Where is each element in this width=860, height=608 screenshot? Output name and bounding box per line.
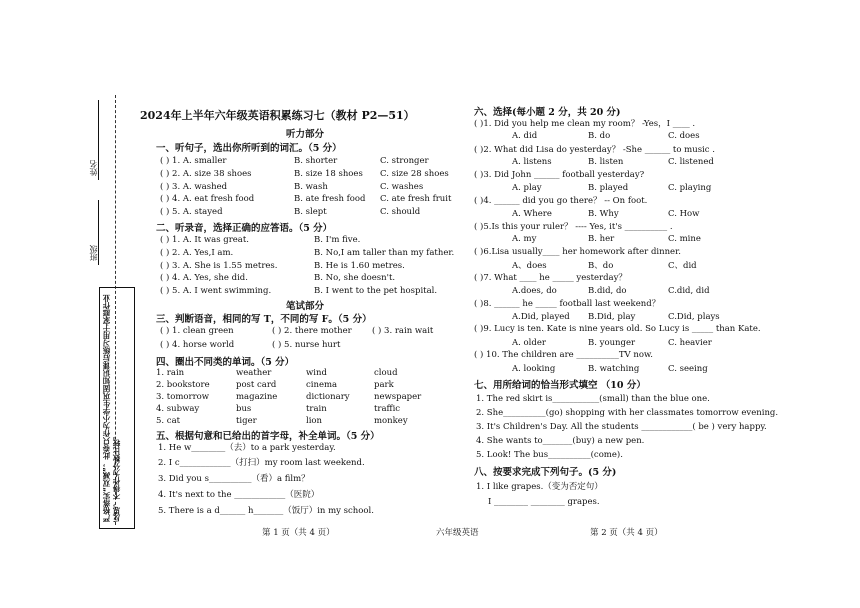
s6-q10-b: B. watching	[588, 364, 640, 374]
s8-q1: 1. I like grapes.（变为否定句）	[476, 482, 603, 492]
s7-q5: 5. Look! The bus__________(come).	[476, 450, 623, 460]
notice-box	[99, 287, 135, 529]
s1-q1-b: B. shorter	[294, 156, 338, 166]
s7-q4: 4. She wants to_______(buy) a new pen.	[476, 436, 645, 446]
s6-q1: ( )1. Did you help me clean my room？ -Yes，I ____ .	[474, 119, 696, 129]
section-3-title: 三、判断语音，相同的写 T，不同的写 F。（5 分）	[156, 314, 372, 325]
listening-header: 听力部分	[286, 129, 325, 140]
s6-q2: ( )2. What did Lisa do yesterday？ -She ______ to music .	[474, 145, 715, 155]
s1-q3: ( ) 3. A. washed	[160, 182, 228, 192]
s1-q3-b: B. wash	[294, 182, 328, 192]
s3-r1-c1: ( ) 1. clean green	[160, 326, 234, 336]
s1-q1-c: C. stronger	[380, 156, 429, 166]
s1-q5-c: C. should	[380, 207, 421, 217]
s5-q3: 3. Did you s__________（看）a film？	[158, 474, 310, 484]
section-4-title: 四、圈出不同类的单词。（5 分）	[156, 357, 295, 368]
left-page-footer: 第 1 页（共 4 页）	[262, 528, 335, 538]
s4-r2-c: cinema	[306, 380, 338, 390]
s2-q1: ( ) 1. A. It was great.	[160, 235, 249, 245]
s4-r2-d: park	[374, 380, 394, 390]
section-2-title: 二、听录音，选择正确的应答语。（5 分）	[156, 223, 333, 234]
s1-q5: ( ) 5. A. stayed	[160, 207, 223, 217]
s1-q5-b: B. slept	[294, 207, 327, 217]
name-underline	[98, 100, 99, 180]
s6-q8-b: B.Did, play	[588, 312, 636, 322]
s4-r4-a: 4. subway	[156, 404, 200, 414]
s6-q3-b: B. played	[588, 183, 629, 193]
class-label: 班级	[89, 245, 98, 261]
s4-r2-a: 2. bookstore	[156, 380, 210, 390]
s1-q2-b: B. size 18 shoes	[294, 169, 363, 179]
s4-r4-b: bus	[236, 404, 252, 414]
s6-q1-b: B. do	[588, 131, 611, 141]
s6-q2-c: C. listened	[668, 157, 714, 167]
s4-r4-d: traffic	[374, 404, 401, 414]
s1-q4: ( ) 4. A. eat fresh food	[160, 194, 255, 204]
s6-q4-a: A. Where	[512, 209, 552, 219]
s6-q6-c: C、did	[668, 261, 697, 271]
s7-q3: 3. It's Children's Day. All the students ____________( be ) very happy.	[476, 422, 767, 432]
s5-q1: 1. He w________（去）to a park yesterday.	[158, 443, 336, 453]
s6-q6-b: B、do	[588, 261, 614, 271]
s6-q7-b: B.did, do	[588, 286, 627, 296]
s4-r5-b: tiger	[236, 416, 257, 426]
s2-q4-b: B. No, she doesn't.	[314, 273, 396, 283]
s3-r1-c3: ( ) 3. rain wait	[372, 326, 434, 336]
s1-q4-c: C. ate fresh fruit	[380, 194, 452, 204]
s6-q9-a: A. older	[512, 338, 546, 348]
s1-q1: ( ) 1. A. smaller	[160, 156, 227, 166]
s6-q10: ( ) 10. The children are __________TV now.	[474, 350, 653, 360]
s6-q6-a: A、does	[512, 261, 547, 271]
s3-r1-c2: ( ) 2. there mother	[272, 326, 352, 336]
s6-q8-a: A.Did, played	[512, 312, 570, 322]
section-8-title: 八、按要求完成下列句子。(5 分)	[474, 467, 617, 478]
s7-q1: 1. The red skirt is___________(small) than the blue one.	[476, 394, 710, 404]
s4-r5-c: lion	[306, 416, 323, 426]
s6-q5-a: A. my	[512, 234, 537, 244]
s6-q5-c: C. mine	[668, 234, 701, 244]
s4-r4-c: train	[306, 404, 327, 414]
s3-r2-c2: ( ) 5. nurse hurt	[272, 340, 341, 350]
s5-q2: 2. I c____________（打扫）my room last weekend.	[158, 458, 365, 468]
s4-r3-d: newspaper	[374, 392, 422, 402]
s4-r3-b: magazine	[236, 392, 278, 402]
s6-q4-c: C. How	[668, 209, 700, 219]
s6-q10-a: A. looking	[512, 364, 556, 374]
page-title: 2024年上半年六年级英语积累练习七（教材 P2—51）	[140, 109, 415, 122]
s5-q5: 5. There is a d______ h_______（饭厅）in my school.	[158, 506, 374, 516]
s6-q6: ( )6.Lisa usually____ her homework after dinner.	[474, 247, 681, 257]
s4-r1-c: wind	[306, 368, 327, 378]
s6-q5-b: B. her	[588, 234, 615, 244]
s4-r1-b: weather	[236, 368, 272, 378]
s6-q7-c: C.did, did	[668, 286, 710, 296]
s6-q9-c: C. heavier	[668, 338, 712, 348]
s1-q2: ( ) 2. A. size 38 shoes	[160, 169, 252, 179]
s2-q2: ( ) 2. A. Yes,I am.	[160, 248, 234, 258]
s6-q4-b: B. Why	[588, 209, 619, 219]
center-footer: 六年级英语	[436, 528, 479, 538]
s6-q2-b: B. listen	[588, 157, 624, 167]
s2-q3-b: B. He is 1.60 metres.	[314, 261, 405, 271]
section-1-title: 一、听句子，选出你所听到的词汇。（5 分）	[156, 143, 342, 154]
s2-q5-b: B. I went to the pet hospital.	[314, 286, 438, 296]
s6-q1-a: A. did	[512, 131, 538, 141]
s5-q4: 4. It's next to the ____________（医院）	[158, 490, 320, 500]
class-underline	[98, 200, 99, 265]
right-page-footer: 第 2 页（共 4 页）	[590, 528, 663, 538]
written-header: 笔试部分	[286, 301, 325, 312]
name-label: 姓名	[89, 160, 98, 176]
s4-r1-d: cloud	[374, 368, 398, 378]
s8-q1-answer: I ________ ________ grapes.	[488, 497, 600, 507]
s2-q2-b: B. No,I am taller than my father.	[314, 248, 455, 258]
section-6-title: 六、选择(每小题 2 分，共 20 分)	[474, 107, 621, 118]
s6-q7-a: A.does, do	[512, 286, 557, 296]
s6-q7: ( )7. What ____ he _____ yesterday？	[474, 273, 627, 283]
s6-q3-a: A. play	[512, 183, 542, 193]
s6-q8: ( )8. ______ he _____ football last weekend？	[474, 299, 661, 309]
s6-q9-b: B. younger	[588, 338, 636, 348]
s4-r3-a: 3. tomorrow	[156, 392, 210, 402]
s4-r5-d: monkey	[374, 416, 408, 426]
s1-q3-c: C. washes	[380, 182, 424, 192]
section-7-title: 七、用所给词的恰当形式填空 （10 分）	[474, 380, 646, 391]
s7-q2: 2. She__________(go) shopping with her classmates tomorrow evening.	[476, 408, 779, 418]
s4-r2-b: post card	[236, 380, 277, 390]
s6-q3: ( )3. Did John ______ football yesterday?	[474, 170, 645, 180]
s2-q3: ( ) 3. A. She is 1.55 metres.	[160, 261, 278, 271]
s1-q2-c: C. size 28 shoes	[380, 169, 449, 179]
s2-q4: ( ) 4. A. Yes, she did.	[160, 273, 248, 283]
s6-q9: ( )9. Lucy is ten. Kate is nine years old. So Lucy is _____ than Kate.	[474, 324, 761, 334]
s6-q10-c: C. seeing	[668, 364, 708, 374]
section-5-title: 五、根据句意和已给出的首字母，补全单词。（5 分）	[156, 431, 380, 442]
s6-q2-a: A. listens	[512, 157, 552, 167]
s4-r5-a: 5. cat	[156, 416, 181, 426]
s6-q3-c: C. playing	[668, 183, 712, 193]
s1-q4-b: B. ate fresh food	[294, 194, 366, 204]
s4-r3-c: dictionary	[306, 392, 350, 402]
s6-q4: ( )4. ______ did you go there？ -- On foot.	[474, 196, 648, 206]
s3-r2-c1: ( ) 4. horse world	[160, 340, 235, 350]
s6-q1-c: C. does	[668, 131, 700, 141]
notice-text: 严格落实“双减”，此卷只作为小学生巩固知识课后练习用于家庭作业反思，不得作为分数比较。	[102, 294, 121, 522]
s2-q5: ( ) 5. A. I went swimming.	[160, 286, 272, 296]
s4-r1-a: 1. rain	[156, 368, 185, 378]
s2-q1-b: B. I'm five.	[314, 235, 361, 245]
s6-q5: ( )5.Is this your ruler？ ---- Yes, it's __________ .	[474, 222, 673, 232]
s6-q8-c: C.Did, plays	[668, 312, 720, 322]
